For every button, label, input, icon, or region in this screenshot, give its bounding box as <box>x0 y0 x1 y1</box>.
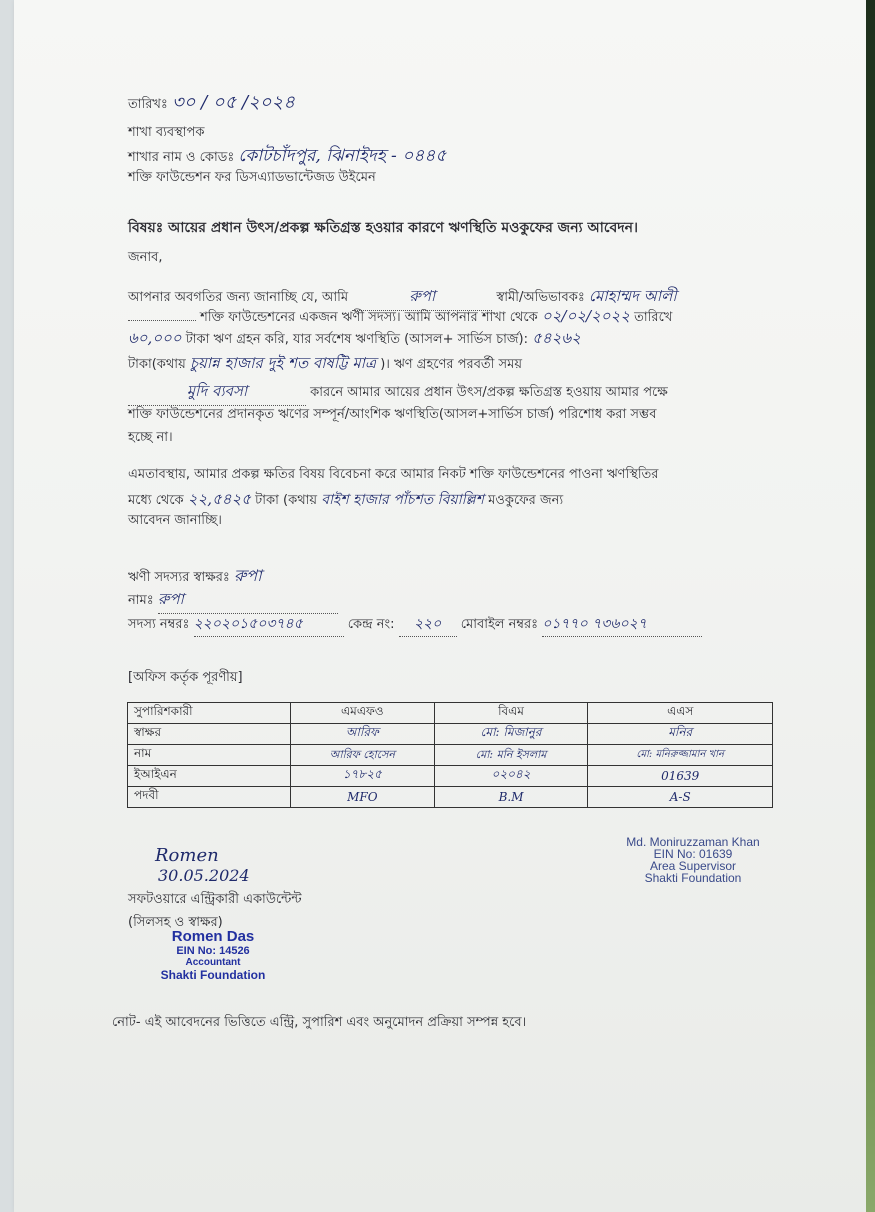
para1-line7: হচ্ছে না। <box>128 430 173 445</box>
member-signature-label: ঋণী সদস্যর স্বাক্ষরঃ <box>128 570 230 585</box>
branch-line <box>128 143 446 171</box>
para2-line2 <box>128 488 563 513</box>
para1-line4 <box>128 352 522 377</box>
stamp-title: Accountant <box>185 957 241 968</box>
header-cell: বিএম <box>434 703 588 724</box>
table-cell: মনির <box>588 724 773 745</box>
branch-label: শাখার নাম ও কোডঃ <box>128 150 235 165</box>
loan-amount-field: ৬০,০০০ <box>128 329 182 347</box>
accountant-stamp <box>138 929 288 981</box>
para1-line6: শক্তি ফাউন্ডেশনের প্রদানকৃত ঋণের সম্পূর্ন/আংশিক ঋণস্থিতি(আসল+সার্ভিস চার্জ) পরিশোধ করা সম্ভব <box>128 407 657 422</box>
guardian-field: মোহাম্মদ আলী <box>588 287 677 305</box>
para2-text: মধ্যে থেকে <box>128 493 184 508</box>
row-label: পদবী <box>128 787 291 808</box>
accountant-sign-date: 30.05.2024 <box>158 866 250 885</box>
table-row <box>128 724 773 745</box>
para2-text: মওকুফের জন্য <box>488 493 564 508</box>
loan-date-field: ০২/০২/২০২২ <box>541 307 631 325</box>
waive-amount-field: ২২,৫৪২৫ <box>187 490 252 508</box>
stamp-title: Area Supervisor <box>649 859 737 873</box>
office-table <box>127 702 773 808</box>
office-caption: [অফিস কর্তৃক পূরণীয়] <box>128 670 243 685</box>
table-cell: মো: মনিরুজ্জামান খান <box>588 745 773 766</box>
header-cell: এমএফও <box>291 703 435 724</box>
mobile-value: ০১৭৭০ ৭৩৬০২৭ <box>542 612 702 637</box>
branch-value: কোটচাঁদপুর, ঝিনাইদহ - ০৪৪৫ <box>238 146 447 166</box>
stamp-ein: EIN No: 14526 <box>176 945 250 957</box>
row-label: স্বাক্ষর <box>128 724 291 745</box>
footer-note: নোট- এই আবেদনের ভিত্তিতে এন্ট্রি, সুপারিশ এবং অনুমোদন প্রক্রিয়া সম্পন্ন হবে। <box>112 1015 527 1030</box>
para1-text: )। ঋণ গ্রহণের পরবর্তী সময় <box>380 357 523 372</box>
stamp-name: Romen Das <box>171 928 255 945</box>
date-line <box>128 88 295 119</box>
balance-field: ৫৪২৬২ <box>532 329 581 347</box>
table-cell: ১৭৮২৫ <box>291 766 435 787</box>
date-value: ৩০ / ০৫ /২০২৪ <box>172 92 295 113</box>
table-header-row <box>128 703 773 724</box>
blank-dots <box>128 320 196 321</box>
member-name-value: রুপা <box>158 588 338 614</box>
stamp-ein: EIN No: 01639 <box>653 847 733 861</box>
member-number-value: ২২০২০১৫০৩৭৪৫ <box>194 612 344 637</box>
header-cell: এএস <box>588 703 773 724</box>
member-signature: রুপা <box>233 566 262 585</box>
table-cell: 01639 <box>588 766 773 787</box>
table-row <box>128 787 773 808</box>
accountant-role: সফটওয়ারে এন্ট্রিকারী একাউন্টেন্ট <box>128 892 302 907</box>
para2-line1: এমতাবস্থায়, আমার প্রকল্প ক্ষতির বিষয় বিবেচনা করে আমার নিকট শক্তি ফাউন্ডেশনের পাওনা ঋণস্থিতির <box>128 467 659 482</box>
stamp-name: Md. Moniruzzaman Khan <box>626 835 760 849</box>
para1-text: শক্তি ফাউন্ডেশনের একজন ঋণী সদস্য। আমি আপনার শাখা থেকে <box>200 310 538 325</box>
reason-field: মুদি ব্যবসা <box>128 380 306 406</box>
table-cell: MFO <box>291 787 435 808</box>
subject-line: বিষয়ঃ আয়ের প্রধান উৎস/প্রকল্প ক্ষতিগ্রস্ত হওয়ার কারণে ঋণস্থিতি মওকুফের জন্য আবেদন। <box>128 220 638 236</box>
org-line: শক্তি ফাউন্ডেশন ফর ডিসএ্যাডভান্টেজড উইমেন <box>128 170 376 185</box>
stamp-org: Shakti Foundation <box>160 968 266 982</box>
area-supervisor-stamp <box>612 836 774 884</box>
table-cell: আরিফ <box>291 724 435 745</box>
table-cell: ০২০৪২ <box>434 766 588 787</box>
mobile-label: মোবাইল নম্বরঃ <box>460 617 539 632</box>
member-number-line <box>128 612 702 637</box>
waive-words-field: বাইশ হাজার পাঁচশত বিয়াল্লিশ <box>321 492 484 508</box>
center-value: ২২০ <box>399 612 457 637</box>
para2-text: টাকা (কথায় <box>255 493 318 508</box>
table-cell: মো: মনি ইসলাম <box>434 745 588 766</box>
para2-line3: আবেদন জানাচ্ছি। <box>128 513 222 528</box>
salutation: জনাব, <box>128 250 163 265</box>
recipient-line: শাখা ব্যবস্থাপক <box>128 125 205 140</box>
member-name-field: রুপা <box>352 285 492 311</box>
member-name-line <box>128 588 338 614</box>
member-signature-line <box>128 563 262 590</box>
para1-line3 <box>128 327 581 352</box>
table-cell: A-S <box>588 787 773 808</box>
member-number-label: সদস্য নম্বরঃ <box>128 617 190 632</box>
date-label: তারিখঃ <box>128 97 168 112</box>
balance-words-field: চুয়ান্ন হাজার দুই শত বাষট্টি মাত্র <box>189 354 377 372</box>
para1-line5 <box>128 380 668 406</box>
stamp-org: Shakti Foundation <box>644 871 742 885</box>
background-edge <box>866 0 875 1212</box>
member-name-label: নামঃ <box>128 593 154 608</box>
table-row <box>128 766 773 787</box>
row-label: নাম <box>128 745 291 766</box>
accountant-seal-line: (সিলসহ ও স্বাক্ষর) <box>128 915 223 930</box>
para1-text: কারনে আমার আয়ের প্রধান উৎস/প্রকল্প ক্ষতিগ্রস্ত হওয়ায় আমার পক্ষে <box>310 385 668 400</box>
para1-text: স্বামী/অভিভাবকঃ <box>496 290 585 305</box>
para1-text: তারিখে <box>634 310 673 325</box>
accountant-signature: Romen <box>155 845 219 866</box>
header-cell: সুপারিশকারী <box>128 703 291 724</box>
table-cell: B.M <box>434 787 588 808</box>
row-label: ইআইএন <box>128 766 291 787</box>
para1-text: টাকা ঋণ গ্রহন করি, যার সর্বশেষ ঋণস্থিতি (আসল+ সার্ভিস চার্জ): <box>185 332 528 347</box>
table-cell: আরিফ হোসেন <box>291 745 435 766</box>
table-cell: মো: মিজানুর <box>434 724 588 745</box>
para1-text: আপনার অবগতির জন্য জানাচ্ছি যে, আমি <box>128 290 349 305</box>
para1-text: টাকা(কথায় <box>128 357 186 372</box>
table-row <box>128 745 773 766</box>
center-label: কেন্দ্র নং: <box>347 617 395 632</box>
